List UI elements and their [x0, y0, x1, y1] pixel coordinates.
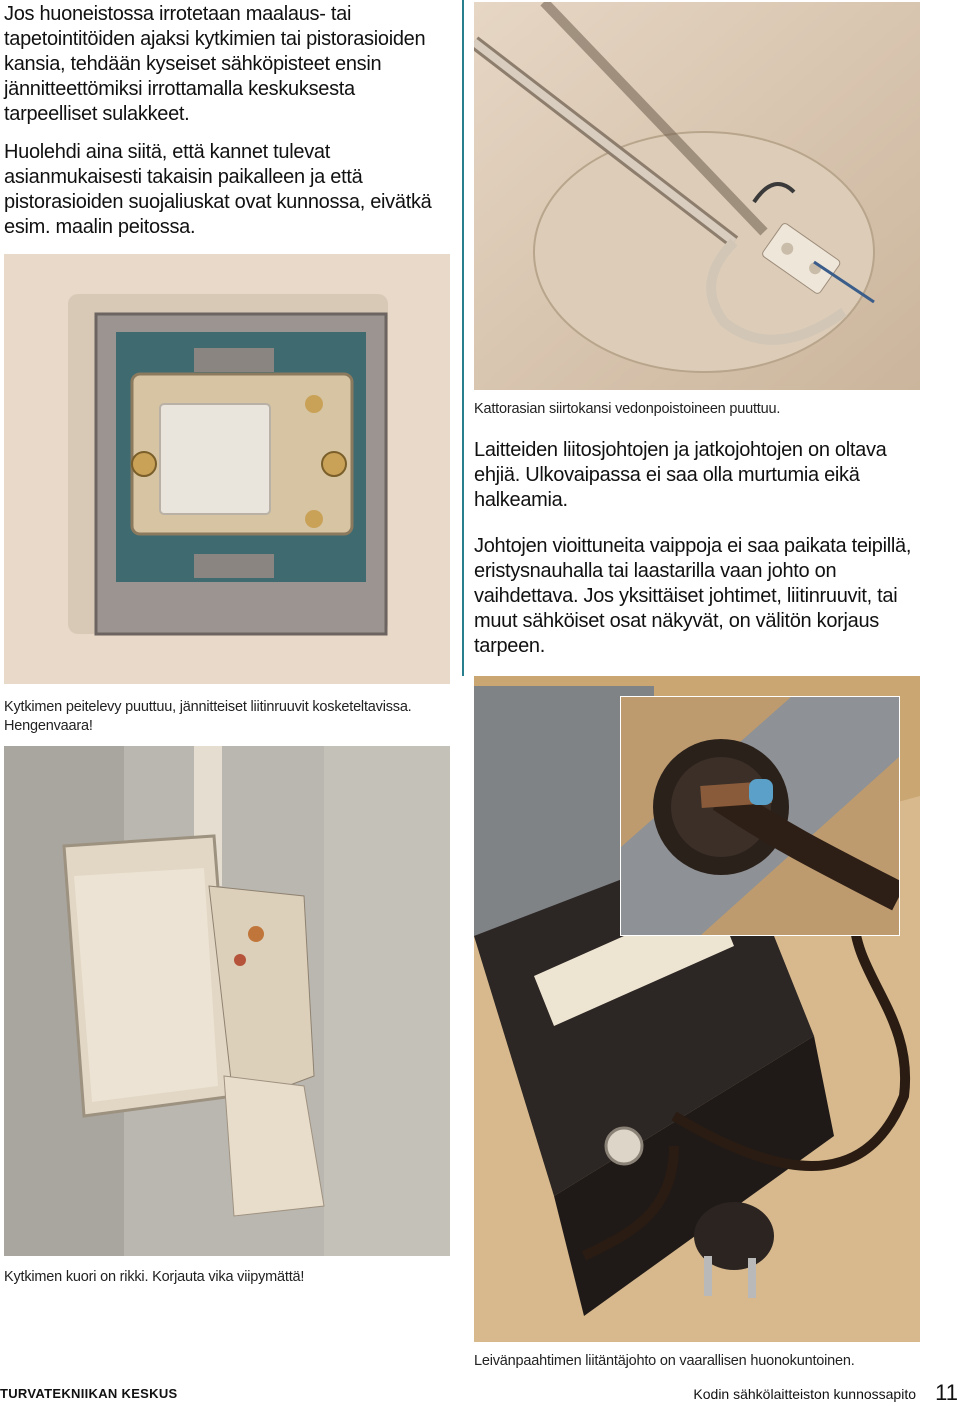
caption-switch-cover: Kytkimen peitelevy puuttuu, jännitteiset liitinruuvit kosketeltavissa. Hengenvaara!: [4, 699, 412, 734]
document-title: Kodin sähkölaitteiston kunnossapito: [693, 1386, 916, 1402]
intro-paragraph-2: Huolehdi aina siitä, että kannet tulevat asianmukaisesti takaisin paikalleen ja että pistorasioiden suojaliuskat ovat kunnossa, eivätkä esim. maalin peitossa.: [4, 141, 432, 238]
caption-toaster: Leivänpaahtimen liitäntäjohto on vaarallisen huonokuntoinen.: [474, 1353, 855, 1369]
broken-switch-photo: [4, 746, 450, 1256]
cord-paragraph-1: Laitteiden liitosjohtojen ja jatkojohtojen on oltava ehjiä. Ulkovaipassa ei saa olla murtumia eikä halkeamia.: [474, 439, 887, 511]
publisher-name: TURVATEKNIIKAN KESKUS: [0, 1386, 178, 1401]
column-divider: [462, 0, 464, 676]
ceiling-box-photo: [474, 2, 920, 390]
caption-broken-switch: Kytkimen kuori on rikki. Korjauta vika viipymättä!: [4, 1269, 305, 1285]
caption-ceiling: Kattorasian siirtokansi vedonpoistoineen puuttuu.: [474, 401, 781, 417]
page-number: 11: [935, 1380, 958, 1405]
intro-paragraph-1: Jos huoneistossa irrotetaan maalaus- tai tapetointitöiden ajaksi kytkimien tai pistorasioiden kansia, tehdään kyseiset sähköpisteet ensin jännitteettömiksi irrottamalla keskuksesta tarpeelliset sulakkeet.: [4, 3, 426, 125]
cord-closeup-inset-photo: [620, 696, 900, 936]
cord-paragraph-2: Johtojen vioittuneita vaippoja ei saa paikata teipillä, eristysnauhalla tai laastarilla vaan johto on vaihdettava. Jos yksittäiset johtimet, liitinruuvit, tai muut sähköiset osat näkyvät, on välitön korjaus tarpeen.: [474, 535, 912, 657]
switch-no-cover-photo: [4, 254, 450, 684]
